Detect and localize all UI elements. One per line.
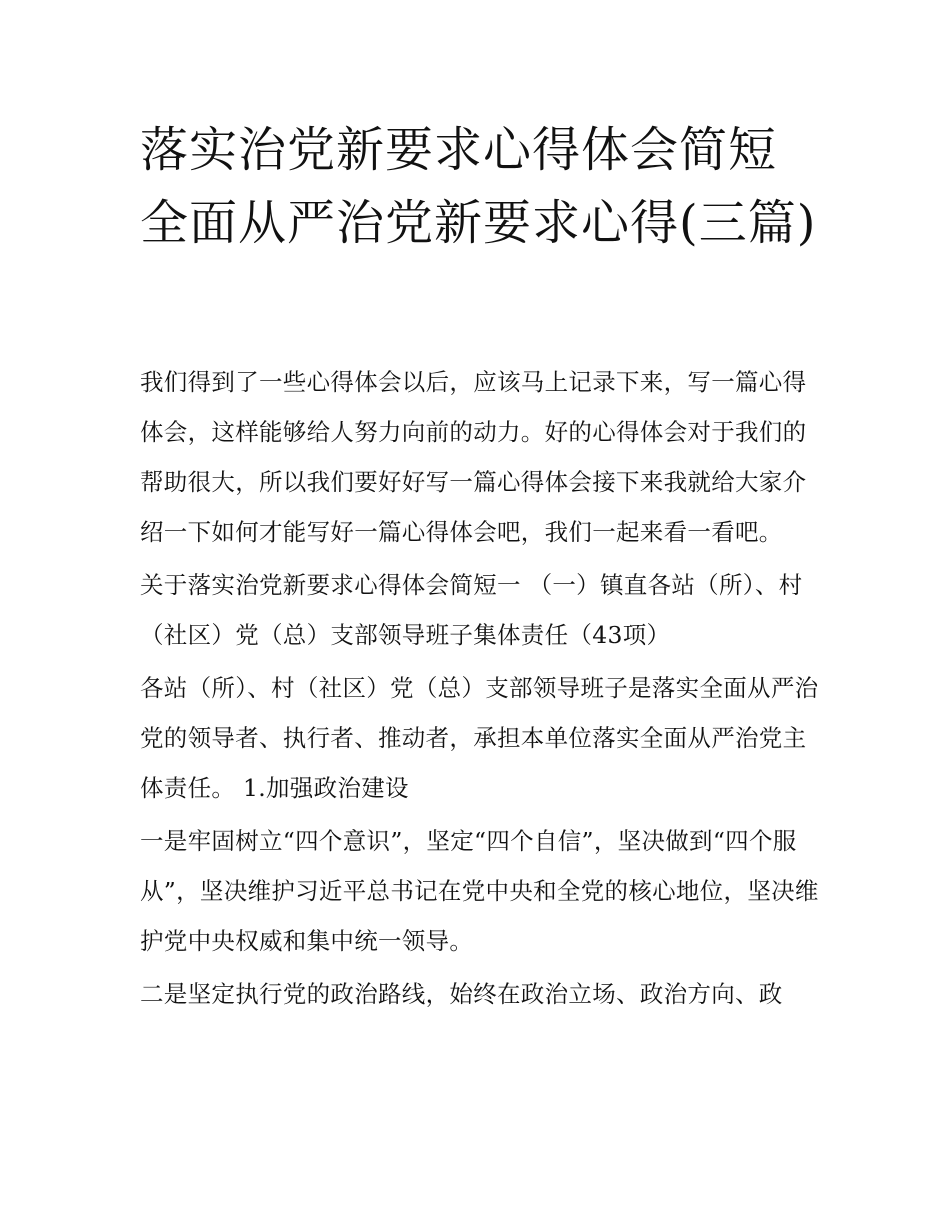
document-body (140, 357, 820, 1022)
point-two-paragraph: 二是坚定执行党的政治路线，始终在政治立场、政治方向、政 (140, 980, 783, 1008)
section-heading-paragraph: 关于落实治党新要求心得体会简短一 （一）镇直各站（所）、村（社区）党（总）支部领导班子集体责任（43项） (140, 571, 803, 649)
intro-paragraph: 我们得到了一些心得体会以后，应该马上记录下来，写一篇心得体会，这样能够给人努力向前的动力。好的心得体会对于我们的帮助很大，所以我们要好好写一篇心得体会接下来我就给大家介绍一下如何才能写好一篇心得体会吧，我们一起来看一看吧。 (140, 368, 807, 546)
document-title: 落实治党新要求心得体会简短全面从严治党新要求心得(三篇) (140, 122, 817, 251)
leadership-paragraph: 各站（所）、村（社区）党（总）支部领导班子是落实全面从严治党的领导者、执行者、推动者，承担本单位落实全面从严治党主体责任。 1.加强政治建设 (140, 674, 819, 802)
point-one-paragraph: 一是牢固树立“四个意识”，坚定“四个自信”，坚决做到“四个服从”，坚决维护习近平总书记在党中央和全党的核心地位，坚决维护党中央权威和集中统一领导。 (140, 827, 819, 955)
